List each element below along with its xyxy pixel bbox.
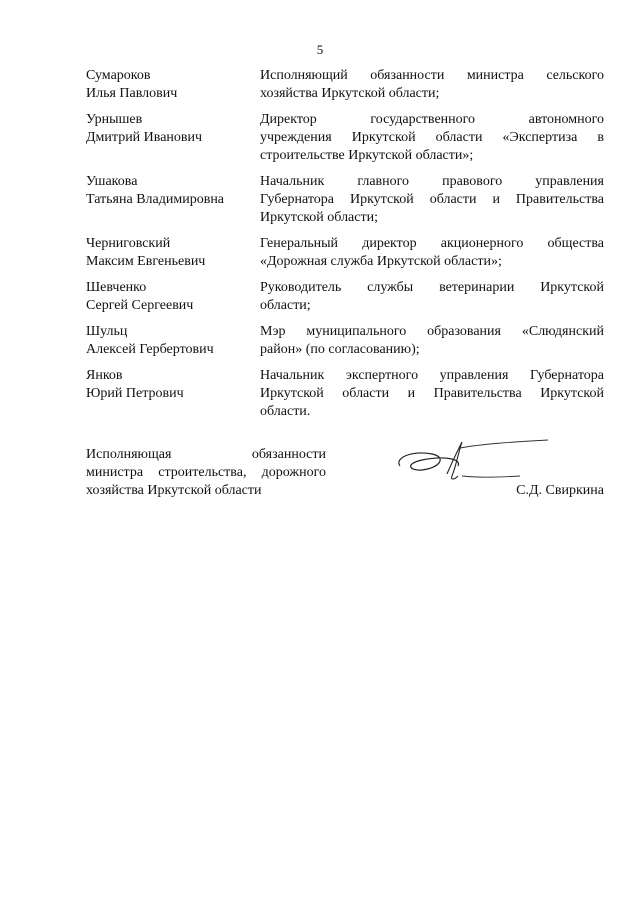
signer-name: С.Д. Свиркина	[516, 483, 604, 498]
member-position	[260, 279, 604, 315]
member-surname: Ушакова	[86, 174, 138, 189]
member-given: Максим Евгеньевич	[86, 254, 206, 269]
member-position-line: Директор государственного автономного	[260, 112, 604, 127]
member-given: Илья Павлович	[86, 86, 178, 101]
signer-title-line: хозяйства Иркутской области	[86, 483, 262, 498]
member-position	[260, 67, 604, 103]
member-position-line: Иркутской области и Правительства Иркутской	[260, 386, 604, 401]
member-position	[260, 323, 604, 359]
member-list	[86, 67, 606, 429]
member-position-line: хозяйства Иркутской области;	[260, 86, 440, 101]
member-name	[86, 279, 260, 315]
signature-block	[86, 446, 606, 506]
member-row	[86, 173, 606, 227]
page-number: 5	[316, 42, 324, 57]
member-name	[86, 323, 260, 359]
member-position-line: Генеральный директор акционерного общества	[260, 236, 604, 251]
member-position-line: области;	[260, 298, 311, 313]
member-position-line: Мэр муниципального образования «Слюдянский	[260, 324, 604, 339]
member-row	[86, 279, 606, 315]
member-position-line: области.	[260, 404, 311, 419]
member-position-line: «Дорожная служба Иркутской области»;	[260, 254, 502, 269]
member-position-line: Начальник экспертного управления Губернатора	[260, 368, 604, 383]
member-name	[86, 173, 260, 227]
member-position-line: учреждения Иркутской области «Экспертиза в	[260, 130, 604, 145]
member-row	[86, 111, 606, 165]
member-position-line: Иркутской области;	[260, 210, 378, 225]
member-given: Юрий Петрович	[86, 386, 184, 401]
member-given: Сергей Сергеевич	[86, 298, 194, 313]
member-position-line: Исполняющий обязанности министра сельского	[260, 68, 604, 83]
member-given: Алексей Гербертович	[86, 342, 214, 357]
member-position-line: Губернатора Иркутской области и Правительства	[260, 192, 604, 207]
member-name	[86, 111, 260, 165]
member-given: Татьяна Владимировна	[86, 192, 225, 207]
signer-title-line: Исполняющая обязанности	[86, 447, 326, 462]
member-surname: Янков	[86, 368, 123, 383]
member-position-line: строительстве Иркутской области»;	[260, 148, 474, 163]
member-row	[86, 235, 606, 271]
member-position	[260, 367, 604, 421]
member-position-line: район» (по согласованию);	[260, 342, 420, 357]
member-name	[86, 235, 260, 271]
signer-title-line: министра строительства, дорожного	[86, 465, 326, 480]
member-name	[86, 67, 260, 103]
member-name	[86, 367, 260, 421]
member-position-line: Руководитель службы ветеринарии Иркутской	[260, 280, 604, 295]
signer-title	[86, 446, 326, 500]
member-row	[86, 367, 606, 421]
member-surname: Шевченко	[86, 280, 147, 295]
member-row	[86, 323, 606, 359]
member-surname: Шульц	[86, 324, 128, 339]
member-position	[260, 235, 604, 271]
member-row	[86, 67, 606, 103]
member-given: Дмитрий Иванович	[86, 130, 203, 145]
member-surname: Сумароков	[86, 68, 151, 83]
member-position-line: Начальник главного правового управления	[260, 174, 604, 189]
member-surname: Урнышев	[86, 112, 143, 127]
member-position	[260, 173, 604, 227]
member-position	[260, 111, 604, 165]
member-surname: Черниговский	[86, 236, 171, 251]
